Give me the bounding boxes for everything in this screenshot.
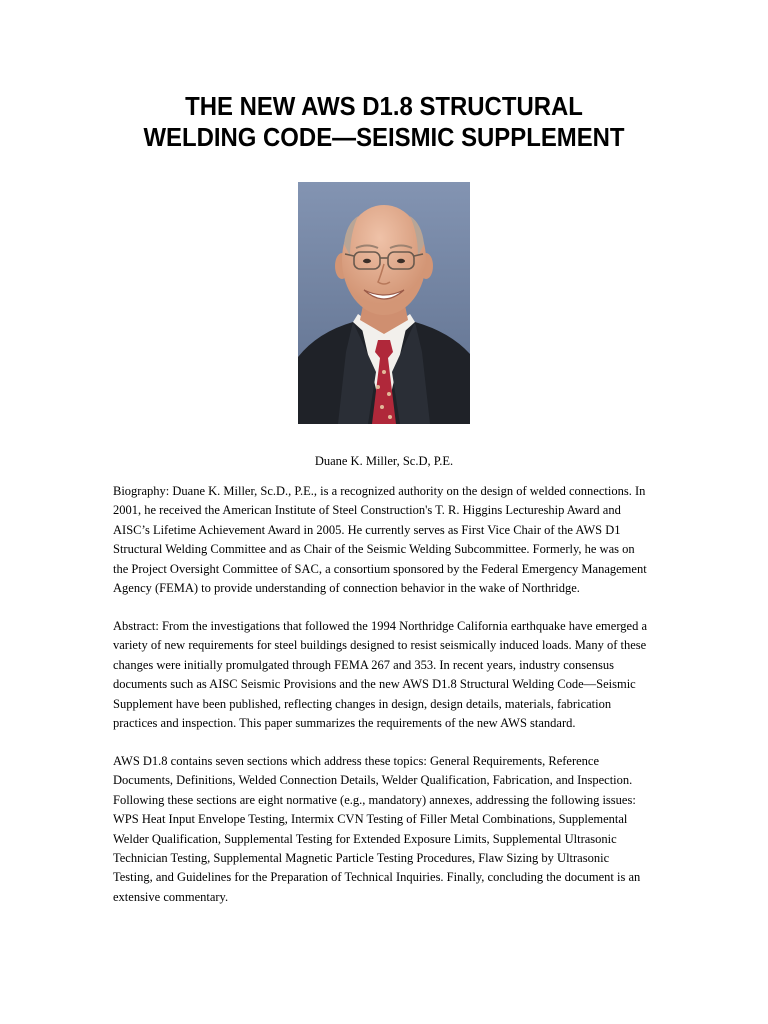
body-line: Documents, Definitions, Welded Connection Details, Welder Qualification, Fabrication, and Inspection. <box>113 773 633 788</box>
abstract-line: documents such as AISC Seismic Provisions and the new AWS D1.8 Structural Welding Code—Seismic <box>113 677 636 692</box>
body-line: Testing, and Guidelines for the Preparation of Technical Inquiries. Finally, concluding the document is an <box>113 870 641 885</box>
biography-line: Biography: Duane K. Miller, Sc.D., P.E., is a recognized authority on the design of welded connections. In <box>113 484 646 498</box>
abstract-paragraph <box>113 617 653 733</box>
biography-line: 2001, he received the American Institute of Steel Construction's T. R. Higgins Lectureship Award and <box>113 503 621 518</box>
portrait-icon <box>298 182 470 424</box>
abstract-line: Abstract: From the investigations that followed the 1994 Northridge California earthquake have emerged a <box>113 619 647 633</box>
abstract-line: Supplement have been published, reflecting changes in design, design details, materials, fabrication <box>113 696 612 711</box>
biography-line: Agency (FEMA) to provide understanding of connection behavior in the wake of Northridge. <box>113 581 580 596</box>
abstract-line: practices and inspection. This paper summarizes the requirements of the new AWS standard. <box>113 716 576 731</box>
biography-line: the Project Oversight Committee of SAC, a consortium sponsored by the Federal Emergency Management <box>113 561 647 576</box>
body-line: AWS D1.8 contains seven sections which address these topics: General Requirements, Reference <box>113 754 600 768</box>
document-title <box>86 91 682 153</box>
author-name: Duane K. Miller, Sc.D, P.E. <box>314 454 454 468</box>
body-line: Welder Qualification, Supplemental Testing for Extended Exposure Limits, Supplemental Ultrasonic <box>113 831 617 846</box>
abstract-line: variety of new requirements for steel buildings designed to resist seismically induced loads. Many of these <box>113 638 647 653</box>
biography-paragraph <box>113 482 653 598</box>
body-line: Following these sections are eight normative (e.g., mandatory) annexes, addressing the following issues: <box>113 792 636 807</box>
author-portrait <box>298 182 470 424</box>
title-line-1: THE NEW AWS D1.8 STRUCTURAL <box>185 91 583 121</box>
abstract-line: changes were initially promulgated through FEMA 267 and 353. In recent years, industry consensus <box>113 657 614 672</box>
body-line: extensive commentary. <box>113 889 229 904</box>
body-line: WPS Heat Input Envelope Testing, Intermix CVN Testing of Filler Metal Combinations, Supplemental <box>113 812 628 827</box>
body-paragraph <box>113 752 653 907</box>
body-line: Technician Testing, Supplemental Magnetic Particle Testing Procedures, Flaw Sizing by Ultrasonic <box>113 851 610 866</box>
title-line-2: WELDING CODE—SEISMIC SUPPLEMENT <box>143 122 625 152</box>
biography-line: AISC’s Lifetime Achievement Award in 2005. He currently serves as First Vice Chair of the AWS D1 <box>113 522 621 537</box>
biography-line: Structural Welding Committee and as Chair of the Seismic Welding Subcommittee. Formerly, he was on <box>113 542 635 557</box>
